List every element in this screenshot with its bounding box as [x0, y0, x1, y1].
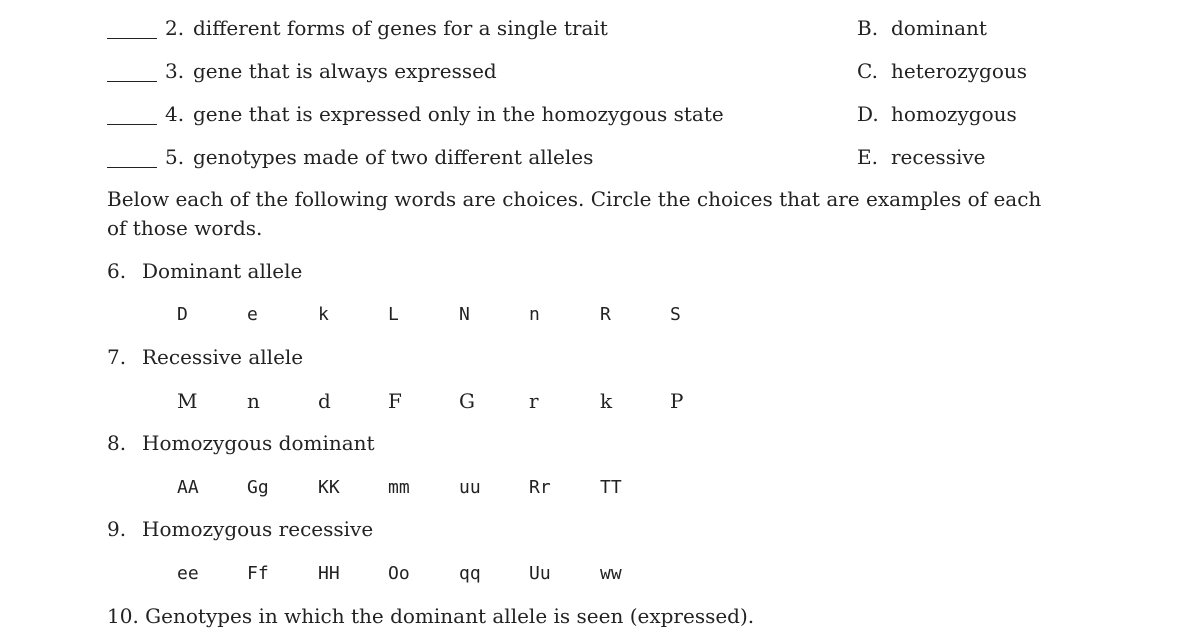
option-choice[interactable]: Rr	[529, 477, 551, 498]
choice-term: dominant	[891, 16, 987, 40]
option-choice[interactable]: n	[529, 304, 540, 325]
question-number: 8.	[107, 431, 127, 455]
item-definition: different forms of genes for a single trait	[193, 16, 608, 40]
option-choice[interactable]: G	[459, 389, 475, 413]
option-choice[interactable]: k	[600, 389, 613, 413]
question-number: 6.	[107, 259, 127, 283]
option-choice[interactable]: F	[388, 389, 402, 413]
question-heading	[107, 604, 754, 628]
option-choice[interactable]: S	[670, 304, 681, 325]
option-choice[interactable]: mm	[388, 477, 410, 498]
option-choice[interactable]: e	[247, 304, 258, 325]
matching-row	[107, 16, 1107, 46]
instructions-text: Below each of the following words are choices. Circle the choices that are examples of each of those words.	[107, 187, 1042, 240]
option-choice[interactable]: L	[388, 304, 399, 325]
option-choice[interactable]: ee	[177, 563, 199, 584]
option-choice[interactable]: d	[318, 389, 331, 413]
question-heading	[107, 517, 373, 541]
option-choice[interactable]: ww	[600, 563, 622, 584]
choice-option	[857, 102, 1017, 126]
question-heading	[107, 431, 375, 455]
item-number: 2.	[165, 16, 185, 40]
answer-blank[interactable]	[107, 59, 157, 82]
question-title: Genotypes in which the dominant allele is seen (expressed).	[145, 604, 755, 628]
matching-row	[107, 102, 1107, 132]
option-choice[interactable]: Gg	[247, 477, 269, 498]
options-row	[177, 563, 777, 591]
item-definition: genotypes made of two different alleles	[193, 145, 594, 169]
option-choice[interactable]: uu	[459, 477, 481, 498]
option-choice[interactable]: qq	[459, 563, 481, 584]
option-choice[interactable]: R	[600, 304, 611, 325]
question-heading	[107, 259, 302, 283]
matching-row	[107, 145, 1107, 175]
option-choice[interactable]: M	[177, 389, 198, 413]
choice-term: recessive	[891, 145, 986, 169]
choice-letter: D.	[857, 102, 879, 126]
option-choice[interactable]: D	[177, 304, 188, 325]
option-choice[interactable]: AA	[177, 477, 199, 498]
question-title: Dominant allele	[142, 259, 303, 283]
option-choice[interactable]: Ff	[247, 563, 269, 584]
options-row	[177, 389, 777, 417]
answer-blank[interactable]	[107, 16, 157, 39]
options-row	[177, 477, 777, 505]
item-number: 5.	[165, 145, 185, 169]
question-number: 9.	[107, 517, 127, 541]
option-choice[interactable]: TT	[600, 477, 622, 498]
option-choice[interactable]: N	[459, 304, 470, 325]
question-title: Recessive allele	[142, 345, 304, 369]
choice-option	[857, 59, 1027, 83]
option-choice[interactable]: Oo	[388, 563, 410, 584]
item-definition: gene that is always expressed	[193, 59, 497, 83]
option-choice[interactable]: r	[529, 389, 539, 413]
item-number: 4.	[165, 102, 185, 126]
item-definition: gene that is expressed only in the homozygous state	[193, 102, 724, 126]
choice-term: homozygous	[891, 102, 1017, 126]
answer-blank[interactable]	[107, 102, 157, 125]
matching-row	[107, 59, 1107, 89]
option-choice[interactable]: HH	[318, 563, 340, 584]
item-number: 3.	[165, 59, 185, 83]
choice-letter: E.	[857, 145, 878, 169]
choice-option	[857, 16, 987, 40]
question-title: Homozygous recessive	[142, 517, 374, 541]
options-row	[177, 304, 777, 332]
question-number: 7.	[107, 345, 127, 369]
option-choice[interactable]: n	[247, 389, 260, 413]
question-heading	[107, 345, 303, 369]
choice-option	[857, 145, 986, 169]
option-choice[interactable]: KK	[318, 477, 340, 498]
choice-term: heterozygous	[891, 59, 1028, 83]
option-choice[interactable]: k	[318, 304, 329, 325]
question-number: 10.	[107, 604, 139, 628]
choice-letter: C.	[857, 59, 878, 83]
choice-letter: B.	[857, 16, 879, 40]
option-choice[interactable]: P	[670, 389, 684, 413]
option-choice[interactable]: Uu	[529, 563, 551, 584]
question-title: Homozygous dominant	[142, 431, 375, 455]
answer-blank[interactable]	[107, 145, 157, 168]
